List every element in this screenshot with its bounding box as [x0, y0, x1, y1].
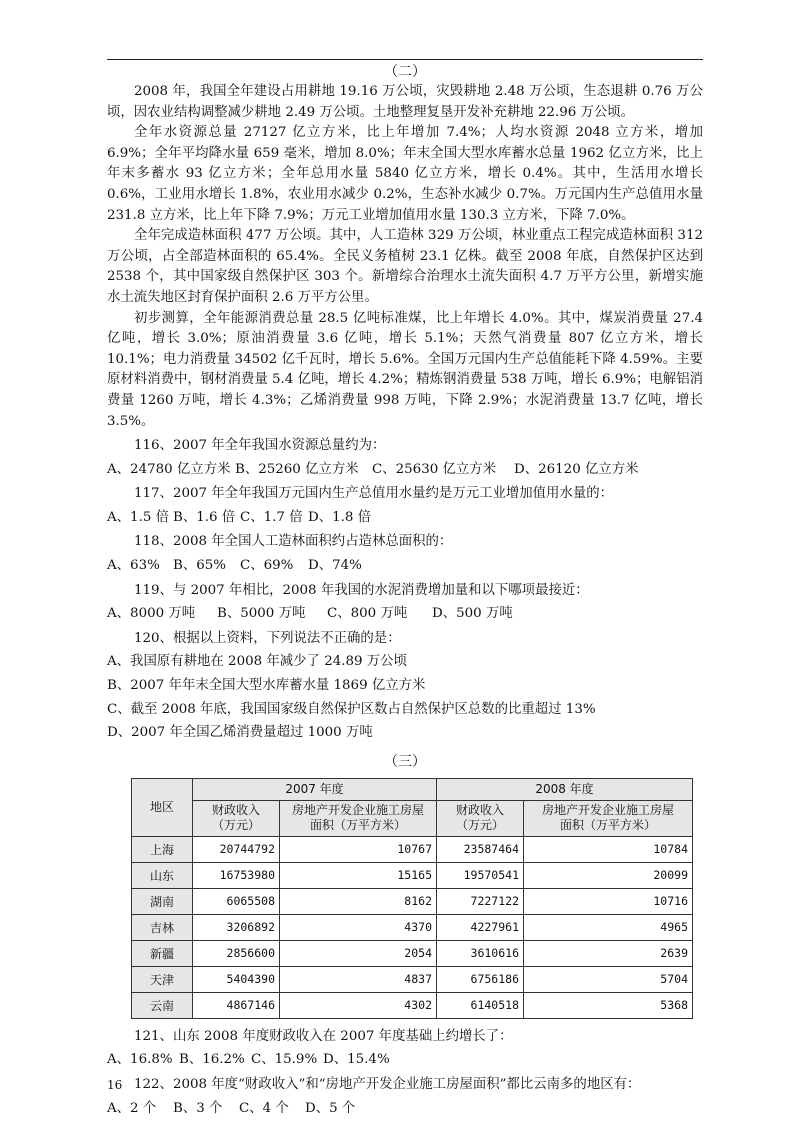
- region-cell: 天津: [132, 966, 193, 992]
- revenue-2008-cell: 4227961: [437, 914, 524, 940]
- header-region: 地区: [132, 778, 193, 836]
- revenue-2007-cell: 3206892: [193, 914, 280, 940]
- option-b: B、1.6 倍: [173, 509, 236, 525]
- section-heading-3: （三）: [384, 753, 426, 770]
- header-revenue-2008: 财政收入 （万元）: [437, 800, 524, 836]
- options-121: [107, 1050, 703, 1071]
- area-2007-cell: 8162: [280, 888, 437, 914]
- region-cell: 上海: [132, 836, 193, 862]
- area-2007-cell: 4302: [280, 992, 437, 1018]
- option-c: C、25630 亿立方米: [372, 461, 497, 477]
- region-cell: 吉林: [132, 914, 193, 940]
- question-120: 120、根据以上资料，下列说法不正确的是：: [134, 630, 401, 646]
- option-a: A、2 个: [107, 1100, 157, 1116]
- option-d: D、26120 亿立方米: [514, 461, 639, 477]
- page-number: 16: [107, 1078, 123, 1092]
- header-revenue-2007: 财政收入 （万元）: [193, 800, 280, 836]
- option-c: C、1.7 倍: [240, 509, 303, 525]
- option-c: C、4 个: [239, 1100, 289, 1116]
- option-c: C、截至 2008 年底，我国国家级自然保护区数占自然保护区总数的比重超过 13%: [107, 701, 596, 717]
- options-122: [107, 1099, 703, 1120]
- options-116: [107, 460, 703, 481]
- option-c: C、15.9%: [251, 1052, 318, 1068]
- option-a: A、1.5 倍: [107, 509, 170, 525]
- revenue-2007-cell: 16753980: [193, 862, 280, 888]
- question-116: 116、2007 年全年我国水资源总量约为：: [134, 438, 386, 454]
- revenue-2007-cell: 20744792: [193, 836, 280, 862]
- region-cell: 山东: [132, 862, 193, 888]
- options-117: [107, 508, 703, 529]
- table-row: [132, 836, 693, 862]
- region-cell: 湖南: [132, 888, 193, 914]
- table-row: [132, 888, 693, 914]
- revenue-2008-cell: 23587464: [437, 836, 524, 862]
- option-a: A、8000 万吨: [107, 606, 196, 622]
- area-2007-cell: 10767: [280, 836, 437, 862]
- paragraph-energy: 初步测算，全年能源消费总量 28.5 亿吨标准煤，比上年增长 4.0%。其中，煤炭消费量 27.4 亿吨，增长 3.0%；原油消费量 3.6 亿吨，增长 5.1%；天然气消费量 807 亿立方米，增长 10.1%；电力消费量 34502 亿千瓦时，增长 5.6%。全国万元国内生产总值能耗下降 4.59%。主要原材料消费中，钢材消费量 5.4 亿吨，增长 4.2%；精炼钢消费量 538 万吨，增长 6.9%；电解铝消费量 1260 万吨，增长 4.3%；乙烯消费量 998 万吨，下降 2.9%；水泥消费量 13.7 亿吨，增长 3.5%。: [107, 310, 703, 429]
- option-a: A、我国原有耕地在 2008 年减少了 24.89 万公顷: [107, 654, 407, 670]
- table-row: [132, 862, 693, 888]
- area-2007-cell: 4370: [280, 914, 437, 940]
- option-b: B、3 个: [173, 1100, 223, 1116]
- table-row: [132, 914, 693, 940]
- options-118: [107, 556, 703, 577]
- region-cell: 新疆: [132, 940, 193, 966]
- area-2007-cell: 15165: [280, 862, 437, 888]
- question-118: 118、2008 年全国人工造林面积约占造林总面积的：: [134, 534, 453, 550]
- revenue-2007-cell: 2856600: [193, 940, 280, 966]
- paragraph-forest: 全年完成造林面积 477 万公顷。其中，人工造林 329 万公顷，林业重点工程完成造林面积 312 万公顷，占全部造林面积的 65.4%。全民义务植树 23.1 亿株。截至 2008 年底，自然保护区达到 2538 个，其中国家级自然保护区 303 个。新增综合治理水土流失面积 4.7 万平方公里，新增实施水土流失地区封育保护面积 2.6 万平方公里。: [107, 228, 703, 305]
- option-d: D、15.4%: [323, 1052, 390, 1068]
- area-2008-cell: 20099: [524, 862, 693, 888]
- option-b: B、65%: [173, 558, 226, 574]
- option-d: D、1.8 倍: [308, 509, 372, 525]
- revenue-2008-cell: 6140518: [437, 992, 524, 1018]
- option-b: B、25260 亿立方米: [235, 461, 359, 477]
- question-119: 119、与 2007 年相比，2008 年我国的水泥消费增加量和以下哪项最接近：: [134, 582, 589, 598]
- table-row: [132, 966, 693, 992]
- option-c: C、800 万吨: [327, 606, 408, 622]
- revenue-2008-cell: 3610616: [437, 940, 524, 966]
- revenue-2007-cell: 6065508: [193, 888, 280, 914]
- option-d: D、74%: [308, 558, 362, 574]
- table-row: [132, 992, 693, 1018]
- option-a: A、16.8%: [107, 1052, 173, 1068]
- region-cell: 云南: [132, 992, 193, 1018]
- header-rule: [107, 59, 703, 60]
- options-119: [107, 604, 703, 625]
- header-area-2007: 房地产开发企业施工房屋 面积（万平方米）: [280, 800, 437, 836]
- area-2008-cell: 4965: [524, 914, 693, 940]
- area-2008-cell: 10716: [524, 888, 693, 914]
- area-2008-cell: 5704: [524, 966, 693, 992]
- option-b: B、2007 年年末全国大型水库蓄水量 1869 亿立方米: [107, 678, 426, 694]
- data-table: [131, 778, 693, 1019]
- option-a: A、63%: [107, 558, 160, 574]
- revenue-2007-cell: 4867146: [193, 992, 280, 1018]
- section-heading-2: （二）: [384, 64, 426, 80]
- revenue-2008-cell: 7227122: [437, 888, 524, 914]
- question-117: 117、2007 年全年我国万元国内生产总值用水量约是万元工业增加值用水量的：: [134, 486, 614, 502]
- option-b: B、5000 万吨: [217, 606, 306, 622]
- area-2007-cell: 4837: [280, 966, 437, 992]
- area-2008-cell: 2639: [524, 940, 693, 966]
- question-121: 121、山东 2008 年度财政收入在 2007 年度基础上约增长了：: [134, 1028, 513, 1044]
- revenue-2007-cell: 5404390: [193, 966, 280, 992]
- header-year-2007: 2007 年度: [193, 778, 437, 800]
- paragraph-water: 全年水资源总量 27127 亿立方米，比上年增加 7.4%；人均水资源 2048 立方米，增加 6.9%；全年平均降水量 659 毫米，增加 8.0%；年末全国大型水库蓄水总量 1962 亿立方米，比上年末多蓄水 93 亿立方米；全年总用水量 5840 亿立方米，增长 0.4%。其中，生活用水增长 0.6%，工业用水增长 1.8%，农业用水减少 0.2%，生态补水减少 0.7%。万元国内生产总值用水量 231.8 立方米，比上年下降 7.9%；万元工业增加值用水量 130.3 立方米，下降 7.0%。: [107, 125, 703, 223]
- header-area-2008: 房地产开发企业施工房屋 面积（万平方米）: [524, 800, 693, 836]
- option-d: D、500 万吨: [432, 606, 513, 622]
- header-year-2008: 2008 年度: [437, 778, 693, 800]
- area-2008-cell: 5368: [524, 992, 693, 1018]
- revenue-2008-cell: 19570541: [437, 862, 524, 888]
- revenue-2008-cell: 6756186: [437, 966, 524, 992]
- option-a: A、24780 亿立方米: [107, 461, 231, 477]
- area-2008-cell: 10784: [524, 836, 693, 862]
- option-d: D、2007 年全国乙烯消费量超过 1000 万吨: [107, 725, 373, 741]
- option-d: D、5 个: [305, 1100, 356, 1116]
- area-2007-cell: 2054: [280, 940, 437, 966]
- paragraph-farmland: 2008 年，我国全年建设占用耕地 19.16 万公顷，灾毁耕地 2.48 万公顷，生态退耕 0.76 万公顷，因农业结构调整减少耕地 2.49 万公顷。土地整理复垦开发补充耕地 22.96 万公顷。: [107, 84, 703, 120]
- option-c: C、69%: [240, 558, 294, 574]
- table-row: [132, 940, 693, 966]
- question-122: 122、2008 年度“财政收入”和“房地产开发企业施工房屋面积”都比云南多的地区有：: [134, 1077, 641, 1092]
- page-body: [107, 62, 703, 1119]
- option-b: B、16.2%: [179, 1052, 245, 1068]
